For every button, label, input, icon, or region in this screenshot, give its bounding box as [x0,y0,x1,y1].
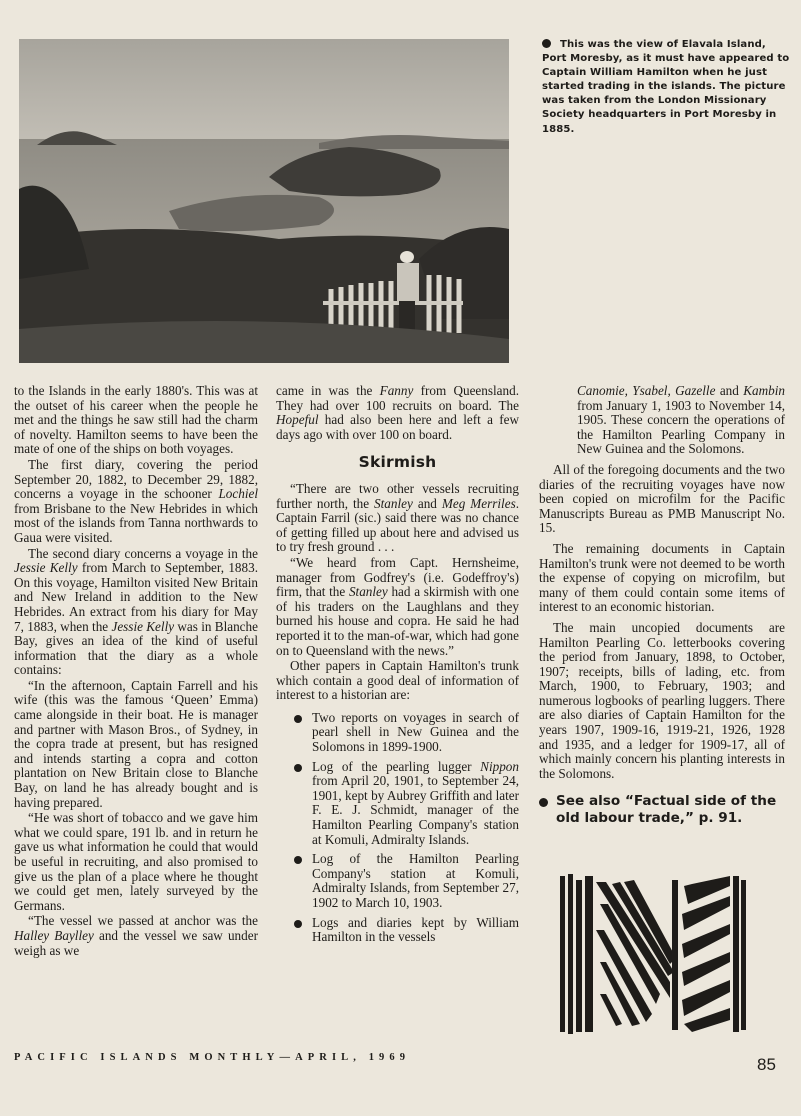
ship-name: Fanny [379,383,414,398]
text-run: “The vessel we passed at anchor was the [28,913,258,929]
ship-name: Halley Baylley [14,927,94,943]
ship-name: Stanley [348,584,388,600]
text-run: was in Blanche Bay, gives an idea of the kind of useful information that the diary as a whole contains: [14,618,258,678]
ship-name: Stanley [374,495,413,511]
column-1 [14,384,258,958]
bullet-icon [539,798,548,807]
paragraph: All of the foregoing documents and the two diaries of the recruiting voyages have now been copied on microfilm for the Pacific Manuscripts Bureau as PMB Manuscript No. 15. [539,461,785,536]
bullet-icon [294,920,302,928]
list-item [276,852,519,910]
paragraph: The remaining documents in Captain Hamilton's trunk were not deemed to be worth the expense of copying on microfilm, but many of them could contain some items of interest to an economic historian. [539,540,785,615]
ship-name: Jessie Kelly [111,618,175,634]
paragraph [14,914,258,958]
text-run: The first diary, covering the period September 20, 1882, to December 29, 1882, concerns a voyage in the schooner [14,456,258,502]
text-run: “There are two other vessels recruiting further north, the [276,480,519,511]
decorative-ornament [560,874,746,1034]
list-item-text: Two reports on voyages in search of pearl shell in New Guinea and the Solomons in 1899-1900. [312,709,519,755]
ship-name: Meg Merriles [441,495,516,511]
text-run: from April 20, 1901, to September 24, 1901, kept by Aubrey Griffith and later F. E. J. Schmidt, manager of the Hamilton Pearling Company's station at Komuli, Admiralty Islands. [312,773,519,847]
paragraph [276,482,519,555]
text-run: and [715,383,744,398]
list-item [276,760,519,848]
caption-text: This was the view of Elavala Island, Port Moresby, as it must have appeared to Captain William Hamilton when he just started trading in the islands. The picture was taken from the London Missionary Society headquarters in Port Moresby in 1885. [542,39,790,135]
ship-name: Nippon [480,758,519,774]
list-item [276,711,519,755]
text-run: and the vessel we saw under weigh as we [14,927,258,958]
paragraph: “In the afternoon, Captain Farrell and his wife (this was the famous ‘Queen’ Emma) came alongside in their boat. He is manager and partner with Mason Bros., of Sydney, in the copra trade at present, but has resigned and intends starting a copra and cotton plantation on New Britain close to Blanche Bay, on land he has already bought and is having prepared. [14,677,258,810]
text-run: had a skirmish with one of his traders on the Laughlans and they burned his house and copra. He said he had reported it to the man-of-war, which had gone on to Queensland with the news.” [276,584,520,658]
ship-name: Canomie, Ysabel, Gazelle [577,383,716,398]
text-run: “We heard from Capt. Hernsheime, manager from Godfrey's (i.e. Godeffroy's) firm, that the [276,554,519,600]
bullet-icon [294,856,302,864]
see-also-note [539,793,785,827]
page-footer: PACIFIC ISLANDS MONTHLY—APRIL, 1969 [14,1052,411,1063]
ship-name: Kambin [743,383,786,398]
text-run: and [412,495,442,511]
text-run: from Queensland. They had over 100 recruits on board. The [276,383,519,413]
list-item [276,916,519,945]
bullet-icon [542,39,551,48]
paragraph: The main uncopied documents are Hamilton Pearling Co. letterbooks covering the period from January, 1898, to October, 1907; receipts, bills of lading, etc. from March, 1900, to February, 1903; and numerous logbooks of pearling luggers. There are also diaries of Captain Hamilton for the years 1907, 1909-16, 1919-21, 1926, 1928 and 1935, and a ledger for 1909-17, all of which mainly concern his planting interests in the Solomons. [539,619,785,781]
list-item-text: Logs and diaries kept by William Hamilton in the vessels [312,914,519,945]
ship-name: Hopeful [276,412,319,428]
text-run: . Captain Farril (sic.) said there was no chance of getting filled up about here and advised us to try fresh ground . . . [276,495,519,555]
bullet-icon [294,715,302,723]
text-run: came in was the [276,383,380,398]
page-number: 85 [757,1055,776,1074]
photo-caption [542,38,792,137]
ship-name: Lochiel [218,486,258,502]
document-list [276,711,519,945]
text-run: Log of the pearling lugger [312,758,481,774]
text-run: had also been here and left a few days ago with over 100 on board. [276,412,519,442]
photo-illustration [19,39,509,363]
paragraph: to the Islands in the early 1880's. This was at the outset of his career when the people he met and the things he saw still had the charm of novelty. Hamilton seems to have been the mate of one of the ships on both voyages. [14,383,258,457]
text-run: from March to September, 1883. On this voyage, Hamilton visited New Britain and New Ireland in addition to the New Hebrides. An extract from his diary for May 7, 1883, when the [14,560,258,634]
list-item-continuation [539,384,785,457]
paragraph [276,556,519,658]
ship-name: Jessie Kelly [14,560,78,576]
section-heading: Skirmish [358,453,437,472]
bullet-icon [294,764,302,772]
column-2 [276,384,519,950]
text-run: The second diary concerns a voyage in the [28,545,258,561]
paragraph: Other papers in Captain Hamilton's trunk which contain a good deal of information of interest to a historian are: [276,658,519,703]
see-also-text: See also “Factual side of the old labour trade,” p. 91. [556,793,777,827]
paragraph: “He was short of tobacco and we gave him what we could spare, 191 lb. and in return he gave us what information he could that would be useful in recruiting, and also promised to give us the plan of a place where he thought we could get men, lately surveyed by the Germans. [14,810,258,913]
text-run: from Brisbane to the New Hebrides in which most of the islands from Tanna northwards to Gaua were visited. [14,500,258,545]
paragraph [276,384,519,442]
paragraph [14,458,258,546]
list-item-text: Log of the Hamilton Pearling Company's station at Komuli, Admiralty Islands, from September 27, 1902 to March 10, 1903. [312,851,519,910]
column-3 [539,384,785,827]
paragraph [14,547,258,678]
harbour-photograph [19,39,509,363]
text-run: from January 1, 1903 to November 14, 1905. These concern the operations of the Hamilton Pearling Company in New Guinea and the Solomons. [577,397,785,457]
